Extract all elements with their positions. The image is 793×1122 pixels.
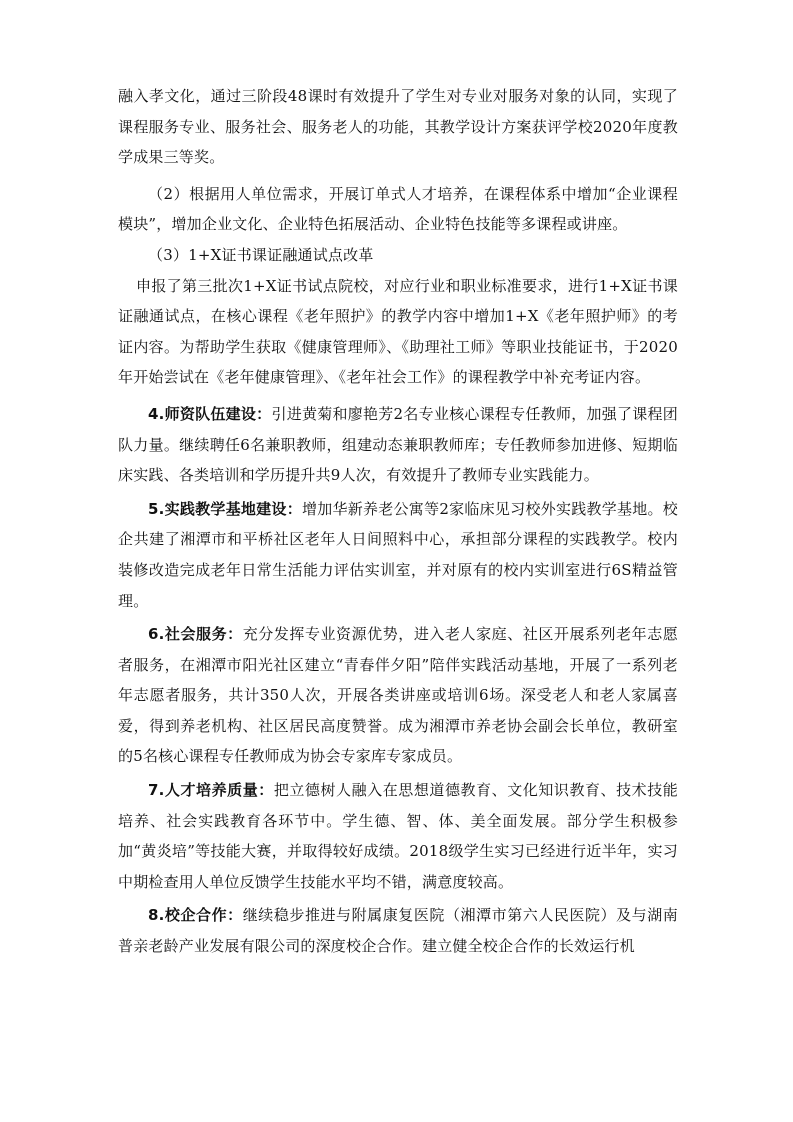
section-school-enterprise [118, 900, 678, 961]
section-faculty-title: 4.师资队伍建设： [148, 404, 272, 423]
paragraph-certificate-body: 申报了第三批次1+X证书试点院校，对应行业和职业标准要求，进行1+X证书课证融通试点，在核心课程《老年照护》的教学内容中增加1+X《老年照护师》的考证内容。为帮助学生获取《健康管理师》、《助理社工师》等职业技能证书，于2020年开始尝试在《老年健康管理》、《老年社会工作》的课程教学中补充考证内容。 [118, 276, 678, 387]
section-social-service-title: 6.社会服务： [148, 625, 243, 644]
section-school-enterprise-body: 继续稳步推进与附属康复医院（湘潭市第六人民医院）及与湖南普亲老龄产业发展有限公司的深度校企合作。建立健全校企合作的长效运行机 [118, 906, 678, 956]
section-faculty-body: 引进黄菊和廖艳芳2名专业核心课程专任教师，加强了课程团队力量。继续聘任6名兼职教师，组建动态兼职教师库；专任教师参加进修、短期临床实践、各类培训和学历提升共9人次，有效提升了教师专业实践能力。 [118, 404, 678, 485]
paragraph-order-training: （2）根据用人单位需求，开展订单式人才培养，在课程体系中增加“企业课程模块”，增加企业文化、企业特色拓展活动、企业特色技能等多课程或讲座。 [118, 184, 678, 234]
section-training-quality-body: 把立德树人融入在思想道德教育、文化知识教育、技术技能培养、社会实践教育各环节中。学生德、智、体、美全面发展。部分学生积极参加“黄炎培”等技能大赛，并取得较好成绩。2018级学生实习已经进行近半年，实习中期检查用人单位反馈学生技能水平均不错，满意度较高。 [118, 781, 678, 891]
section-practice-base-body: 增加华新养老公寓等2家临床见习校外实践教学基地。校企共建了湘潭市和平桥社区老年人日间照料中心，承担部分课程的实践教学。校内装修改造完成老年日常生活能力评估实训室，并对原有的校内实训室进行6S精益管理。 [118, 499, 679, 610]
section-practice-base-title: 5.实践教学基地建设： [148, 499, 302, 518]
document-body [118, 81, 678, 962]
section-social-service-body: 充分发挥专业资源优势，进入老人家庭、社区开展系列老年志愿者服务，在湘潭市阳光社区建立“青春伴夕阳”陪伴实践活动基地，开展了一系列老年志愿者服务，共计350人次，开展各类讲座或培训6场。深受老人和老人家属喜爱，得到养老机构、社区居民高度赞誉。成为湘潭市养老协会副会长单位，教研室的5名核心课程专任教师成为协会专家库专家成员。 [118, 625, 678, 766]
section-school-enterprise-title: 8.校企合作： [148, 906, 243, 925]
section-faculty [118, 399, 678, 491]
paragraph-certificate-heading: （3）1+X证书课证融通试点改革 [148, 245, 374, 264]
section-social-service [118, 619, 678, 772]
section-training-quality [118, 775, 678, 897]
section-training-quality-title: 7.人才培养质量： [148, 781, 274, 800]
paragraph-intro: 融入孝文化，通过三阶段48课时有效提升了学生对专业对服务对象的认同，实现了课程服务专业、服务社会、服务老人的功能，其教学设计方案获评学校2020年度教学成果三等奖。 [118, 87, 678, 167]
section-practice-base [118, 494, 678, 616]
